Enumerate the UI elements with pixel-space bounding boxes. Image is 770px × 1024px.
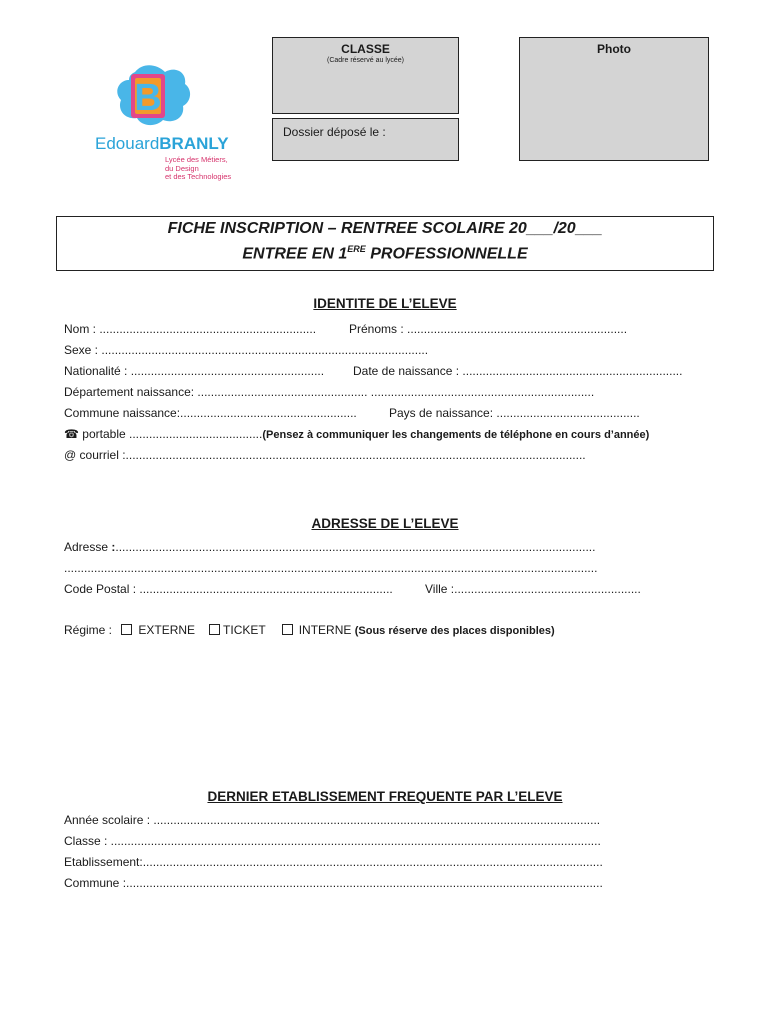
identite-heading: IDENTITE DE L’ELEVE [313,296,457,311]
commune-field[interactable]: Commune :............................................................................................................................................... [64,876,603,890]
logo-name-first: Edouard [95,134,160,153]
logo-name-last: BRANLY [159,134,229,153]
sexe-field[interactable]: Sexe : .................................................................................................. [64,343,429,357]
dernier-heading: DERNIER ETABLISSEMENT FREQUENTE PAR L’ELEVE [207,789,563,804]
date-naissance-field[interactable]: Date de naissance : .................................................................. [353,364,683,378]
ticket-label: TICKET [223,623,266,637]
school-logo [95,62,245,182]
form-title: FICHE INSCRIPTION – RENTREE SCOLAIRE 20___/20___ [167,220,603,237]
dossier-box [272,118,459,161]
adresse-heading: ADRESSE DE L’ELEVE [311,516,459,531]
svg-text:B: B [134,77,162,119]
externe-checkbox[interactable] [121,624,132,635]
classe-box [272,37,459,114]
nom-field[interactable]: Nom : ................................................................. [64,322,317,336]
adresse-line2-field[interactable]: ................................................................................................................................................................ [64,561,598,575]
etablissement-field[interactable]: Etablissement:.......................................................................................................................................... [64,855,603,869]
classe-field[interactable]: Classe : ................................................................................................................................................... [64,834,601,848]
photo-label: Photo [597,42,631,56]
portable-field[interactable]: ☎ portable ........................................(Pensez à communiquer les changements de téléphone en cours d’année) [64,427,650,441]
interne-note: (Sous réserve des places disponibles) [354,625,555,637]
ticket-checkbox[interactable] [209,624,220,635]
regime-label: Régime : [64,623,116,637]
regime-row [64,623,555,638]
phone-icon: ☎ [64,427,79,441]
externe-label: EXTERNE [138,623,196,637]
logo-emblem-icon [95,62,245,142]
commune-naissance-field[interactable]: Commune naissance:..................................................... [64,406,357,420]
photo-box [519,37,709,161]
courriel-field[interactable]: @ courriel :.......................................................................................................................................... [64,448,586,462]
pays-naissance-field[interactable]: Pays de naissance: ........................................... [389,406,640,420]
nationalite-field[interactable]: Nationalité : .......................................................... [64,364,325,378]
form-subtitle: ENTREE EN 1ERE PROFESSIONNELLE [242,244,528,263]
ville-field[interactable]: Ville :........................................................ [425,582,641,596]
annee-scolaire-field[interactable]: Année scolaire : ...................................................................................................................................... [64,813,601,827]
logo-tagline: Lycée des Métiers, du Design et des Technologies [165,155,232,181]
prenoms-field[interactable]: Prénoms : .................................................................. [349,322,628,336]
title-box [56,216,714,271]
departement-field[interactable]: Département naissance: ................................................... ................................................................... [64,385,595,399]
adresse-field[interactable]: Adresse :................................................................................................................................................ [64,540,596,554]
classe-subtitle: (Cadre réservé au lycée) [326,57,405,64]
portable-note: (Pensez à communiquer les changements de téléphone en cours d’année) [262,429,650,441]
dossier-label: Dossier déposé le : [283,125,386,139]
code-postal-field[interactable]: Code Postal : ............................................................................ [64,582,393,596]
interne-checkbox[interactable] [282,624,293,635]
classe-title: CLASSE [341,42,390,56]
interne-label: INTERNE [298,623,352,637]
